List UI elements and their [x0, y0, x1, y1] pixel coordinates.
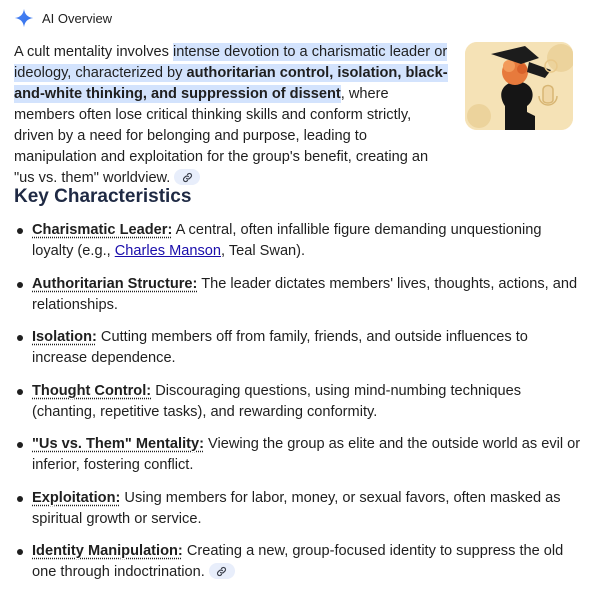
section-title-key-characteristics: Key Characteristics [14, 186, 192, 207]
bullet-icon [17, 442, 23, 448]
bullet-icon [17, 335, 23, 341]
item-text: Using members for labor, money, or sexual favors, often masked as spiritual growth or service. [32, 489, 561, 527]
item-text: Cutting members off from family, friends, and outside influences to increase dependence. [32, 329, 528, 366]
term-authoritarian-structure[interactable]: Authoritarian Structure: [32, 275, 198, 292]
list-item [14, 541, 584, 583]
source-link-chip[interactable] [174, 169, 200, 185]
summary-rest: , where members often lose critical thinking skills and conform strictly, driven by a need for belonging and purpose, leading to manipulation and exploitation for the group's benefit, creating an "us vs. them" worldview. [14, 86, 429, 186]
link-icon [216, 566, 227, 577]
list-item [14, 434, 584, 476]
term-isolation[interactable]: Isolation: [32, 329, 97, 345]
bullet-icon [17, 549, 23, 555]
bullet-icon [17, 389, 23, 395]
term-charismatic-leader[interactable]: Charismatic Leader: [32, 222, 173, 238]
link-icon [182, 172, 193, 183]
item-text: A central, often infallible figure demanding unquestioning loyalty (e.g., [32, 222, 542, 259]
bullet-icon [17, 496, 23, 502]
item-text: Creating a new, group-focused identity to suppress the old one through indoctrination. [32, 543, 564, 580]
list-item [14, 220, 584, 262]
item-text: Discouraging questions, using mind-numbing techniques (chanting, repetitive tasks), and rewarding conformity. [32, 382, 522, 420]
characteristics-list [14, 220, 584, 595]
list-item [14, 274, 584, 316]
bullet-icon [17, 228, 23, 234]
summary-highlight-bold: authoritarian control, isolation, black-and-white thinking, and suppression of dissent [14, 65, 448, 102]
term-exploitation[interactable]: Exploitation: [32, 489, 121, 506]
item-text: Viewing the group as elite and the outside world as evil or inferior, fostering conflict. [32, 436, 581, 473]
term-identity-manipulation[interactable]: Identity Manipulation: [32, 543, 183, 559]
list-item [14, 488, 584, 530]
term-thought-control[interactable]: Thought Control: [32, 382, 152, 399]
summary-highlight-text: intense devotion to a charismatic leader or ideology, characterized by [14, 44, 448, 81]
ai-overview-header [14, 8, 112, 28]
bullet-icon [17, 282, 23, 288]
list-item [14, 381, 584, 423]
item-text: , Teal Swan). [221, 243, 306, 259]
thumbnail-illustration [465, 42, 573, 130]
item-text: The leader dictates members' lives, thoughts, actions, and relationships. [32, 275, 578, 313]
sparkle-icon [14, 8, 34, 28]
source-link-chip[interactable] [209, 563, 235, 579]
ai-overview-title: AI Overview [42, 10, 113, 26]
overview-thumbnail[interactable] [465, 42, 573, 130]
summary-intro: A cult mentality involves [14, 44, 173, 60]
overview-summary [14, 42, 450, 189]
charles-manson-link[interactable]: Charles Manson [114, 243, 221, 259]
list-item [14, 327, 584, 369]
term-us-vs-them[interactable]: "Us vs. Them" Mentality: [32, 436, 204, 452]
